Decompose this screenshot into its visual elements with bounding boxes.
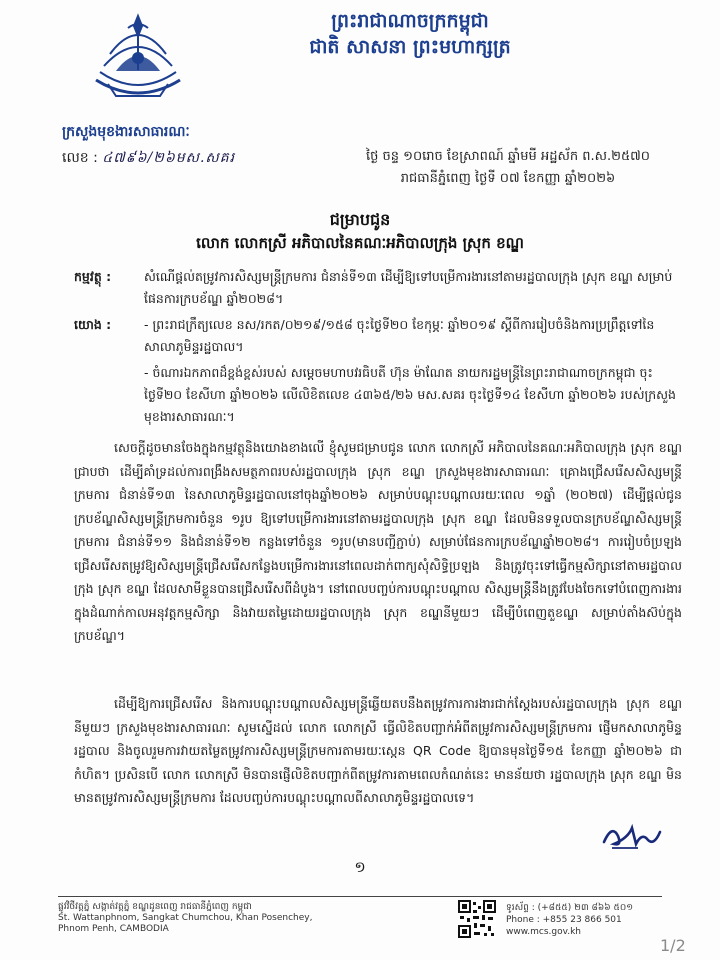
reference-item-2: - ចំណារឯកភាពដ៏ខ្ពង់ខ្ពស់របស់ សម្តេចមហាបវរធិបតី ហ៊ុន ម៉ាណែត នាយករដ្ឋមន្ត្រីនៃព្រះរាជាណាចក្រកម្ពុជា ចុះថ្ងៃទី២០ ខែសីហា ឆ្នាំ២០២៦ លើលិខិតលេខ ៤៣៦៥/២៦ មស.សគរ ចុះថ្ងៃទី១៤ ខែសីហា ឆ្នាំ២០២៦ របស់ក្រសួងមុខងារសាធារណៈ។ [144,365,676,424]
solar-date: រាជធានីភ្នំពេញ ថ្ងៃទី ០៧ ខែកញ្ញា ឆ្នាំ២០២៦ [400,171,616,186]
reference-number [62,148,235,169]
signature-mark-icon [598,818,668,854]
address-english-2: Phnom Penh, CAMBODIA [58,924,169,934]
subject-label: កម្មវត្ថុ : [74,269,112,284]
reference-item-1: - ព្រះរាជក្រឹត្យលេខ នស/រកត/០២១៩/១៥៨ ចុះថ្ងៃទី២០ ខែកុម្ភៈ ឆ្នាំ២០១៩ ស្តីពីការរៀបចំនិងការប្រព្រឹត្តទៅនៃសាលាភូមិន្ទរដ្ឋបាល។ [144,317,655,354]
royal-emblem-icon [88,10,188,106]
kingdom-line-2: ជាតិ សាសនា ព្រះមហាក្សត្រ [309,36,511,58]
footer-divider [58,896,662,897]
page-count-indicator: 1/2 [660,936,686,955]
document-title: ជម្រាបជូន [329,210,391,229]
body-paragraph-1: សេចក្តីដូចមានចែងក្នុងកម្មវត្ថុនិងយោងខាងលើ ខ្ញុំសូមជម្រាបជូន លោក លោកស្រី អភិបាលនៃគណៈអភិបាលក្រុង ស្រុក ខណ្ឌ ជ្រាបថា ដើម្បីគាំទ្រដល់ការពង្រឹងសមត្ថភាពរបស់រដ្ឋបាលក្រុង ស្រុក ខណ្ឌ ក្រសួងមុខងារសាធារណៈ គ្រោងជ្រើសរើសសិស្សមន្ត្រីក្រមការ ជំនាន់ទី១៣ នៃសាលាភូមិន្ទរដ្ឋបាលនៅចុងឆ្នាំ២០២៦ សម្រាប់បណ្តុះបណ្តាលរយៈពេល ១ឆ្នាំ (២០២៧) ដើម្បីផ្តល់ជូនក្របខ័ណ្ឌសិស្សមន្ត្រីក្រមការចំនួន ១រូប ឱ្យទៅបម្រើការងារនៅតាមរដ្ឋបាលក្រុង ស្រុក ខណ្ឌ ដែលមិនទទួលបានក្របខ័ណ្ឌសិស្សមន្ត្រីក្រមការ ជំនាន់ទី១១ និងជំនាន់ទី១២ កន្លងទៅចំនួន ១រូប(មានបញ្ជីភ្ជាប់) សម្រាប់ផែនការក្របខ័ណ្ឌឆ្នាំ២០២៨។ ការរៀបចំប្រឡងជ្រើសរើសតម្រូវឱ្យសិស្សមន្ត្រីជ្រើសរើសកន្លែងបម្រើការងារនៅពេលដាក់ពាក្យសុំសិទ្ធិប្រឡង និងត្រូវចុះទៅធ្វើកម្មសិក្សានៅតាមរដ្ឋបាលក្រុង ស្រុក ខណ្ឌ ដែលសាមីខ្លួនបានជ្រើសរើសពីដំបូង។ នៅពេលបញ្ចប់ការបណ្តុះបណ្តាល សិស្សមន្ត្រីនឹងត្រូវបែងចែកទៅបំពេញការងារក្នុងដំណាក់កាលអនុវត្តកម្មសិក្សា និងវាយតម្លៃដោយរដ្ឋបាលក្រុង ស្រុក ខណ្ឌនីមួយៗ ដើម្បីបំពេញតួខណ្ឌ សម្រាប់តាំងស៊ប់ក្នុងក្របខ័ណ្ឌ។ [74,440,682,643]
website-link[interactable]: www.mcs.gov.kh [506,927,582,937]
address-english-1: St. Wattanphnom, Sangkat Chumchou, Khan Posenchey, [58,913,313,923]
phone-english: Phone : +855 23 866 501 [506,915,622,925]
phone-khmer: ទូរស័ព្ទ : (+៨៥៥) ២៣ ៨៦៦ ៥០១ [506,903,634,913]
reference-value: ៤៧៩៦/២៦មស.សគរ [102,150,236,166]
qr-code-icon [458,900,496,938]
ministry-name: ក្រសួងមុខងារសាធារណៈ [62,124,190,140]
date-block [328,146,688,190]
reference-label-field: យោង : [74,317,112,332]
page-number: ១ [354,858,366,876]
document-recipient: លោក លោកស្រី អភិបាលនៃគណៈអភិបាលក្រុង ស្រុក ខណ្ឌ [196,234,524,252]
reference-label: លេខ : [62,150,98,166]
kingdom-line-1: ព្រះរាជាណាចក្រកម្ពុជា [331,10,489,32]
kingdom-heading [210,8,610,60]
address-khmer: ផ្លូវវិថីវត្តភ្នំ សង្កាត់វត្តភ្នំ ខណ្ឌដូនពេញ រាជធានីភ្នំពេញ កម្ពុជា [58,902,252,912]
subject-text: សំណើផ្តល់តម្រូវការសិស្សមន្ត្រីក្រមការ ជំនាន់ទី១៣ ដើម្បីឱ្យទៅបម្រើការងារនៅតាមរដ្ឋបាលក្រុង ស្រុក ខណ្ឌ សម្រាប់ផែនការក្របខ័ណ្ឌ ឆ្នាំ២០២៨។ [144,269,673,306]
subject-field [74,266,682,306]
body-paragraph-2: ដើម្បីឱ្យការជ្រើសរើស និងការបណ្តុះបណ្តាលសិស្សមន្ត្រីឆ្លើយតបនឹងតម្រូវការការងារជាក់ស្តែងរបស់រដ្ឋបាលក្រុង ស្រុក ខណ្ឌនីមួយៗ ក្រសួងមុខងារសាធារណៈ សូមស្នើដល់ លោក លោកស្រី ធ្វើលិខិតបញ្ជាក់អំពីតម្រូវការសិស្សមន្ត្រីក្រមការ ផ្ញើមកសាលាភូមិន្ទរដ្ឋបាល និងចូលរួមការវាយតម្លៃតម្រូវការសិស្សមន្ត្រីក្រមការតាមរយៈស្កេន QR Code ឱ្យបានមុនថ្ងៃទី១៥ ខែកញ្ញា ឆ្នាំ២០២៦ ជាកំហិត។ ប្រសិនបើ លោក លោកស្រី មិនបានផ្ញើលិខិតបញ្ជាក់ពីតម្រូវការតាមពេលកំណត់នេះ មានន័យថា រដ្ឋបាលក្រុង ស្រុក ខណ្ឌ មិនមានតម្រូវការសិស្សមន្ត្រីក្រមការ ដែលបញ្ចប់ការបណ្តុះបណ្តាលពីសាលាភូមិន្ទរដ្ឋបាលទេ។ [74,696,682,805]
lunar-date: ថ្ងៃ ចន្ទ ១០រោច ខែស្រាពណ៍ ឆ្នាំមមី អដ្ឋស័ក ព.ស.២៥៧០ [365,149,651,164]
footer-address [58,902,312,935]
footer-contact [506,902,633,938]
reference-field [74,314,682,354]
